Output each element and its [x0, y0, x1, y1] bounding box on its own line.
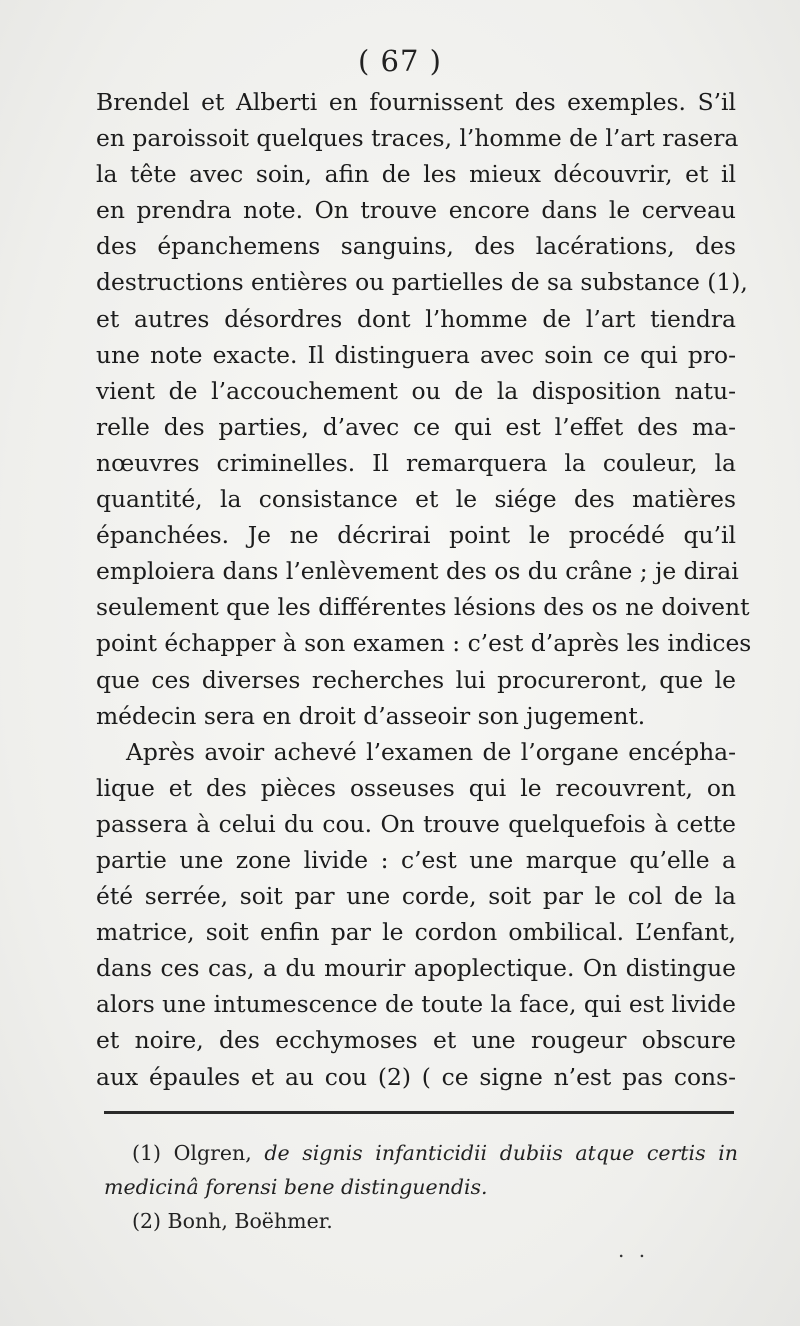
text-line: seulement que les différentes lésions des os ne doivent [96, 593, 750, 622]
page-number: ( 67 ) [358, 44, 442, 78]
text-line: passera à celui du cou. On trouve quelquefois à cette [96, 809, 736, 838]
text-line: relle des parties, d’avec ce qui est l’effet des ma- [96, 412, 736, 441]
printer-marks: . . [618, 1238, 650, 1262]
text-line: Brendel et Alberti en fournissent des exemples. S’il [96, 88, 736, 116]
text-line: épanchées. Je ne décrirai point le procédé qu’il [96, 521, 736, 550]
text-line: et noire, des ecchymoses et une rougeur obscure [96, 1026, 736, 1055]
text-line: partie une zone livide : c’est une marque qu’elle a [96, 845, 736, 874]
text-line: la tête avec soin, afin de les mieux découvrir, et il [96, 160, 736, 189]
text-line: destructions entières ou partielles de sa substance (1), [96, 268, 748, 297]
main-text [96, 84, 752, 1095]
text-line: et autres désordres dont l’homme de l’art tiendra [96, 304, 736, 333]
text-line: nœuvres criminelles. Il remarquera la couleur, la [96, 448, 736, 477]
text-line: en prendra note. On trouve encore dans le cerveau [96, 196, 736, 225]
text-line: en paroissoit quelques traces, l’homme de l’art rasera [96, 124, 739, 153]
text-line: alors une intumescence de toute la face, qui est livide [96, 990, 736, 1019]
footnotes [104, 1136, 738, 1238]
text-line: matrice, soit enfin par le cordon ombilical. L’enfant, [96, 918, 736, 947]
text-line: des épanchemens sanguins, des lacérations, des [96, 232, 736, 261]
text-line: emploiera dans l’enlèvement des os du crâne ; je dirai [96, 557, 739, 586]
footnote-divider [104, 1111, 734, 1114]
footnote-1-title: de signis infanticidii dubiis atque certis in [264, 1141, 738, 1165]
text-line: médecin sera en droit d’asseoir son jugement. [96, 701, 646, 730]
text-line: été serrée, soit par une corde, soit par le col de la [96, 882, 736, 911]
text-line: lique et des pièces osseuses qui le recouvrent, on [96, 773, 736, 802]
text-line: vient de l’accouchement ou de la disposition natu- [96, 376, 736, 405]
text-line: dans ces cas, a du mourir apoplectique. On distingue [96, 954, 736, 983]
text-line: une note exacte. Il distinguera avec soin ce qui pro- [96, 340, 736, 369]
text-line: quantité, la consistance et le siége des matières [96, 485, 736, 514]
footnote-1 [104, 1136, 738, 1170]
paragraph-start-line: Après avoir achevé l’examen de l’organe encépha- [126, 737, 736, 766]
text-line: que ces diverses recherches lui procureront, que le [96, 665, 736, 694]
footnote-2: (2) Bonh, Boëhmer. [132, 1209, 333, 1233]
text-line: aux épaules et au cou (2) ( ce signe n’est pas cons- [96, 1062, 736, 1091]
footnote-1-marker: (1) Olgren, [132, 1141, 252, 1165]
footnote-1-continued: medicinâ forensi bene distinguendis. [104, 1175, 488, 1199]
text-line: point échapper à son examen : c’est d’après les indices [96, 629, 752, 658]
